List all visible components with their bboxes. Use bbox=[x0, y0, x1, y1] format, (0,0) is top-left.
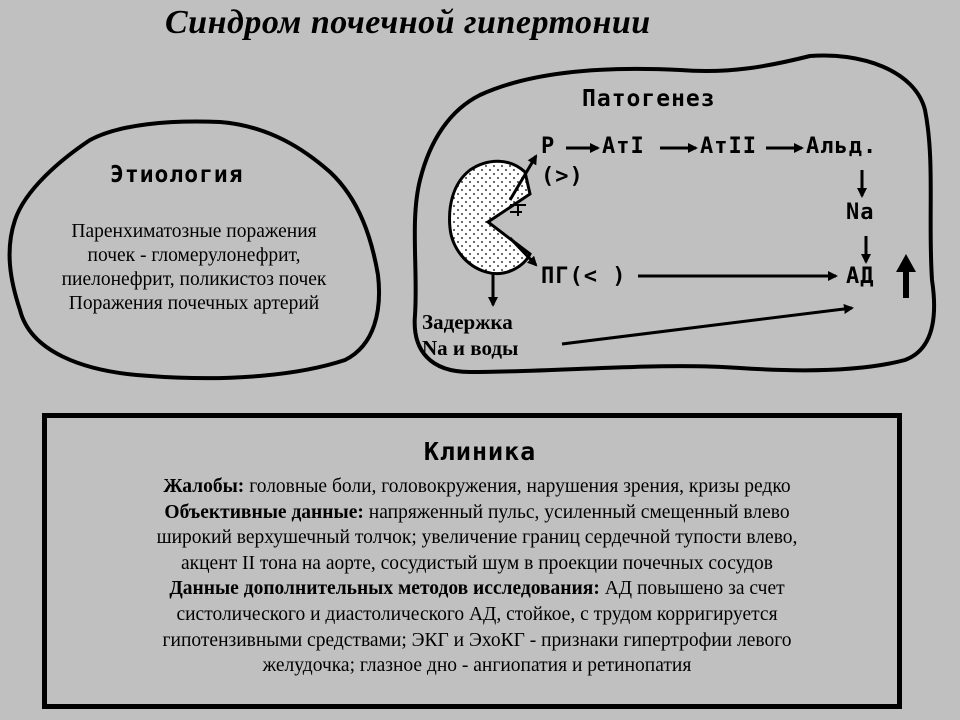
etiology-text bbox=[24, 220, 364, 316]
node-at2: АтII bbox=[700, 134, 757, 159]
node-ad: АД bbox=[846, 264, 875, 289]
clinic-line: акцент II тона на аорте, сосудистый шум в проекции почечных сосудов bbox=[180, 552, 774, 574]
clinic-line: желудочка; глазное дно - ангиопатия и ретинопатия bbox=[262, 655, 692, 677]
etiology-heading: Этиология bbox=[110, 162, 244, 188]
pathogenesis-heading: Патогенез bbox=[582, 86, 716, 112]
clinic-line-methods bbox=[52, 576, 902, 602]
node-delay-line1: Задержка bbox=[422, 310, 513, 334]
node-pg: ПГ(< ) bbox=[541, 264, 627, 289]
node-na: Na bbox=[846, 200, 875, 225]
node-renin: Р bbox=[541, 134, 556, 159]
clinic-heading: Клиника bbox=[423, 437, 537, 466]
node-aldo: Альд. bbox=[806, 134, 878, 159]
node-renin-note: (>) bbox=[541, 164, 584, 189]
etiology-line: Паренхиматозные поражения bbox=[71, 221, 317, 242]
clinic-line: гипотензивными средствами; ЭКГ и ЭхоКГ - признаки гипертрофии левого bbox=[162, 629, 792, 651]
methods-text: АД повышено за счет bbox=[599, 578, 785, 600]
complaints-label: Жалобы: bbox=[163, 476, 245, 497]
methods-label: Данные дополнительных методов исследования: bbox=[169, 578, 600, 600]
arrow-delay-ad bbox=[562, 308, 852, 344]
node-delay-line2: Na и воды bbox=[422, 336, 519, 360]
objective-label: Объективные данные: bbox=[164, 501, 364, 523]
clinic-line-objective bbox=[52, 500, 902, 526]
etiology-line: пиелонефрит, поликистоз почек bbox=[61, 269, 327, 290]
clinic-line-complaints bbox=[52, 474, 902, 500]
clinic-text bbox=[52, 474, 902, 679]
etiology-line: Поражения почечных артерий bbox=[68, 293, 320, 314]
etiology-line: почек - гломерулонефрит, bbox=[87, 245, 301, 266]
clinic-line: широкий верхушечный толчок; увеличение границ сердечной тупости влево, bbox=[156, 527, 798, 549]
page-title: Синдром почечной гипертонии bbox=[165, 4, 651, 41]
up-arrow-head-icon bbox=[896, 254, 916, 272]
clinic-line: систолического и диастолического АД, стойкое, с трудом корригируется bbox=[176, 603, 778, 625]
complaints-text: головные боли, головокружения, нарушения зрения, кризы редко bbox=[244, 476, 791, 497]
objective-text: напряженный пульс, усиленный смещенный влево bbox=[363, 501, 790, 523]
node-at1: АтI bbox=[602, 134, 645, 159]
kidney-icon bbox=[450, 161, 530, 273]
